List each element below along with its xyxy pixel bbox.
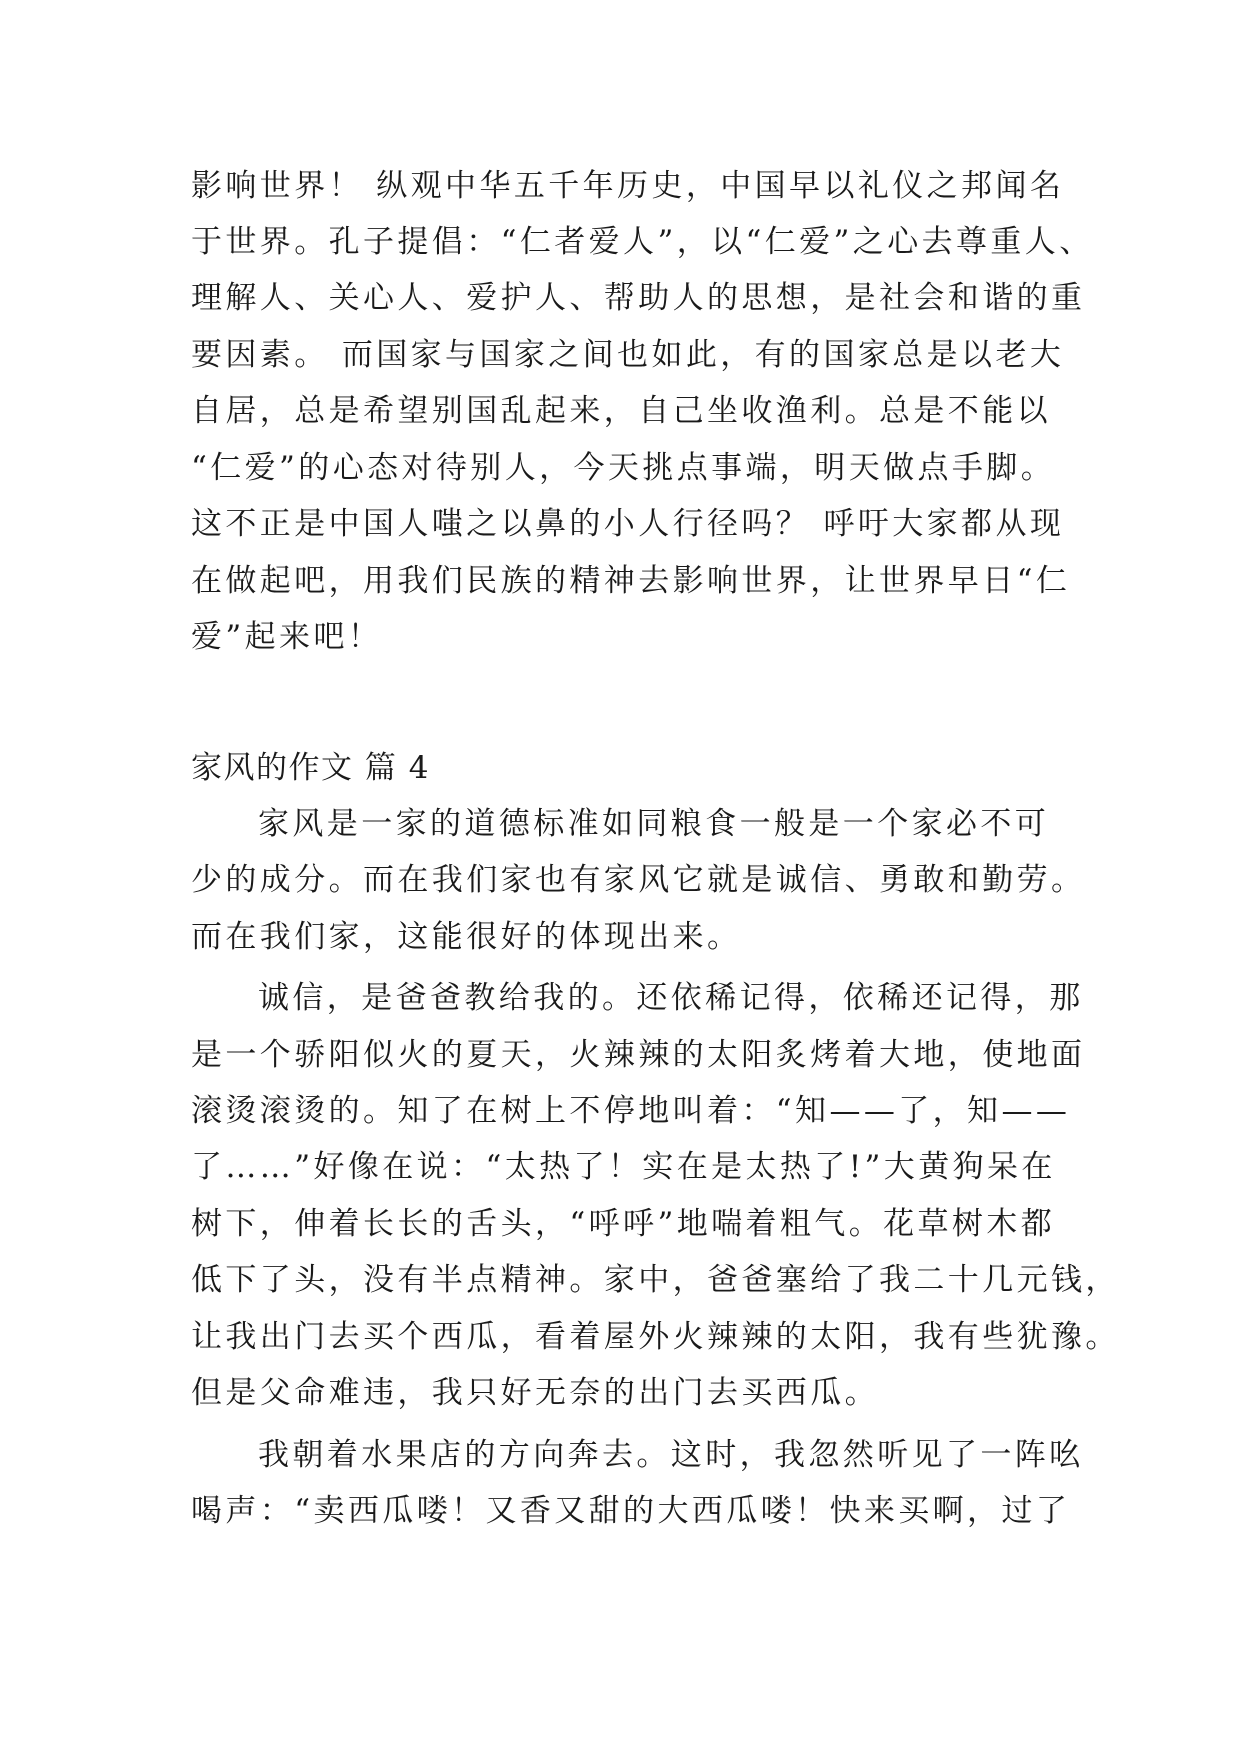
text-line: 在做起吧，用我们民族的精神去影响世界，让世界早日“仁 — [191, 563, 1071, 599]
text-line: 家风是一家的道德标准如同粮食一般是一个家必不可 — [258, 806, 1050, 842]
text-line: 理解人、关心人、爱护人、帮助人的思想，是社会和谐的重 — [191, 280, 1086, 316]
text-line: 这不正是中国人嗤之以鼻的小人行径吗？ 呼吁大家都从现 — [191, 506, 1065, 542]
text-line: 少的成分。而在我们家也有家风它就是诚信、勇敢和勤劳。 — [191, 862, 1086, 898]
text-line: 喝声：“卖西瓜喽！又香又甜的大西瓜喽！快来买啊，过了 — [191, 1493, 1071, 1529]
text-line: 低下了头，没有半点精神。家中，爸爸塞给了我二十几元钱， — [191, 1262, 1120, 1298]
text-line: 我朝着水果店的方向奔去。这时，我忽然听见了一阵吆 — [258, 1437, 1084, 1473]
text-line: 树下，伸着长长的舌头，“呼呼”地喘着粗气。花草树木都 — [191, 1206, 1056, 1242]
text-line: 诚信，是爸爸教给我的。还依稀记得，依稀还记得，那 — [258, 980, 1084, 1016]
text-line: 要因素。 而国家与国家之间也如此，有的国家总是以老大 — [191, 337, 1065, 373]
text-line: 让我出门去买个西瓜，看着屋外火辣辣的太阳，我有些犹豫。 — [191, 1319, 1120, 1355]
text-line: 影响世界！ 纵观中华五千年历史，中国早以礼仪之邦闻名 — [191, 168, 1065, 204]
text-line: “仁爱”的心态对待别人，今天挑点事端，明天做点手脚。 — [191, 450, 1056, 486]
text-line: 爱”起来吧！ — [191, 619, 383, 655]
text-line: 是一个骄阳似火的夏天，火辣辣的太阳炙烤着大地，使地面 — [191, 1037, 1086, 1073]
text-line: 滚烫滚烫的。知了在树上不停地叫着：“知——了，知—— — [191, 1093, 1071, 1129]
text-line: 自居，总是希望别国乱起来，自己坐收渔利。总是不能以 — [191, 393, 1051, 429]
text-line: 但是父命难违，我只好无奈的出门去买西瓜。 — [191, 1375, 879, 1411]
text-line: 了……”好像在说：“太热了！实在是太热了!”大黄狗呆在 — [191, 1149, 1056, 1185]
text-line: 于世界。孔子提倡：“仁者爱人”，以“仁爱”之心去尊重人、 — [191, 224, 1094, 260]
text-line: 而在我们家，这能很好的体现出来。 — [191, 919, 742, 955]
section-heading: 家风的作文 篇 4 — [191, 750, 430, 786]
